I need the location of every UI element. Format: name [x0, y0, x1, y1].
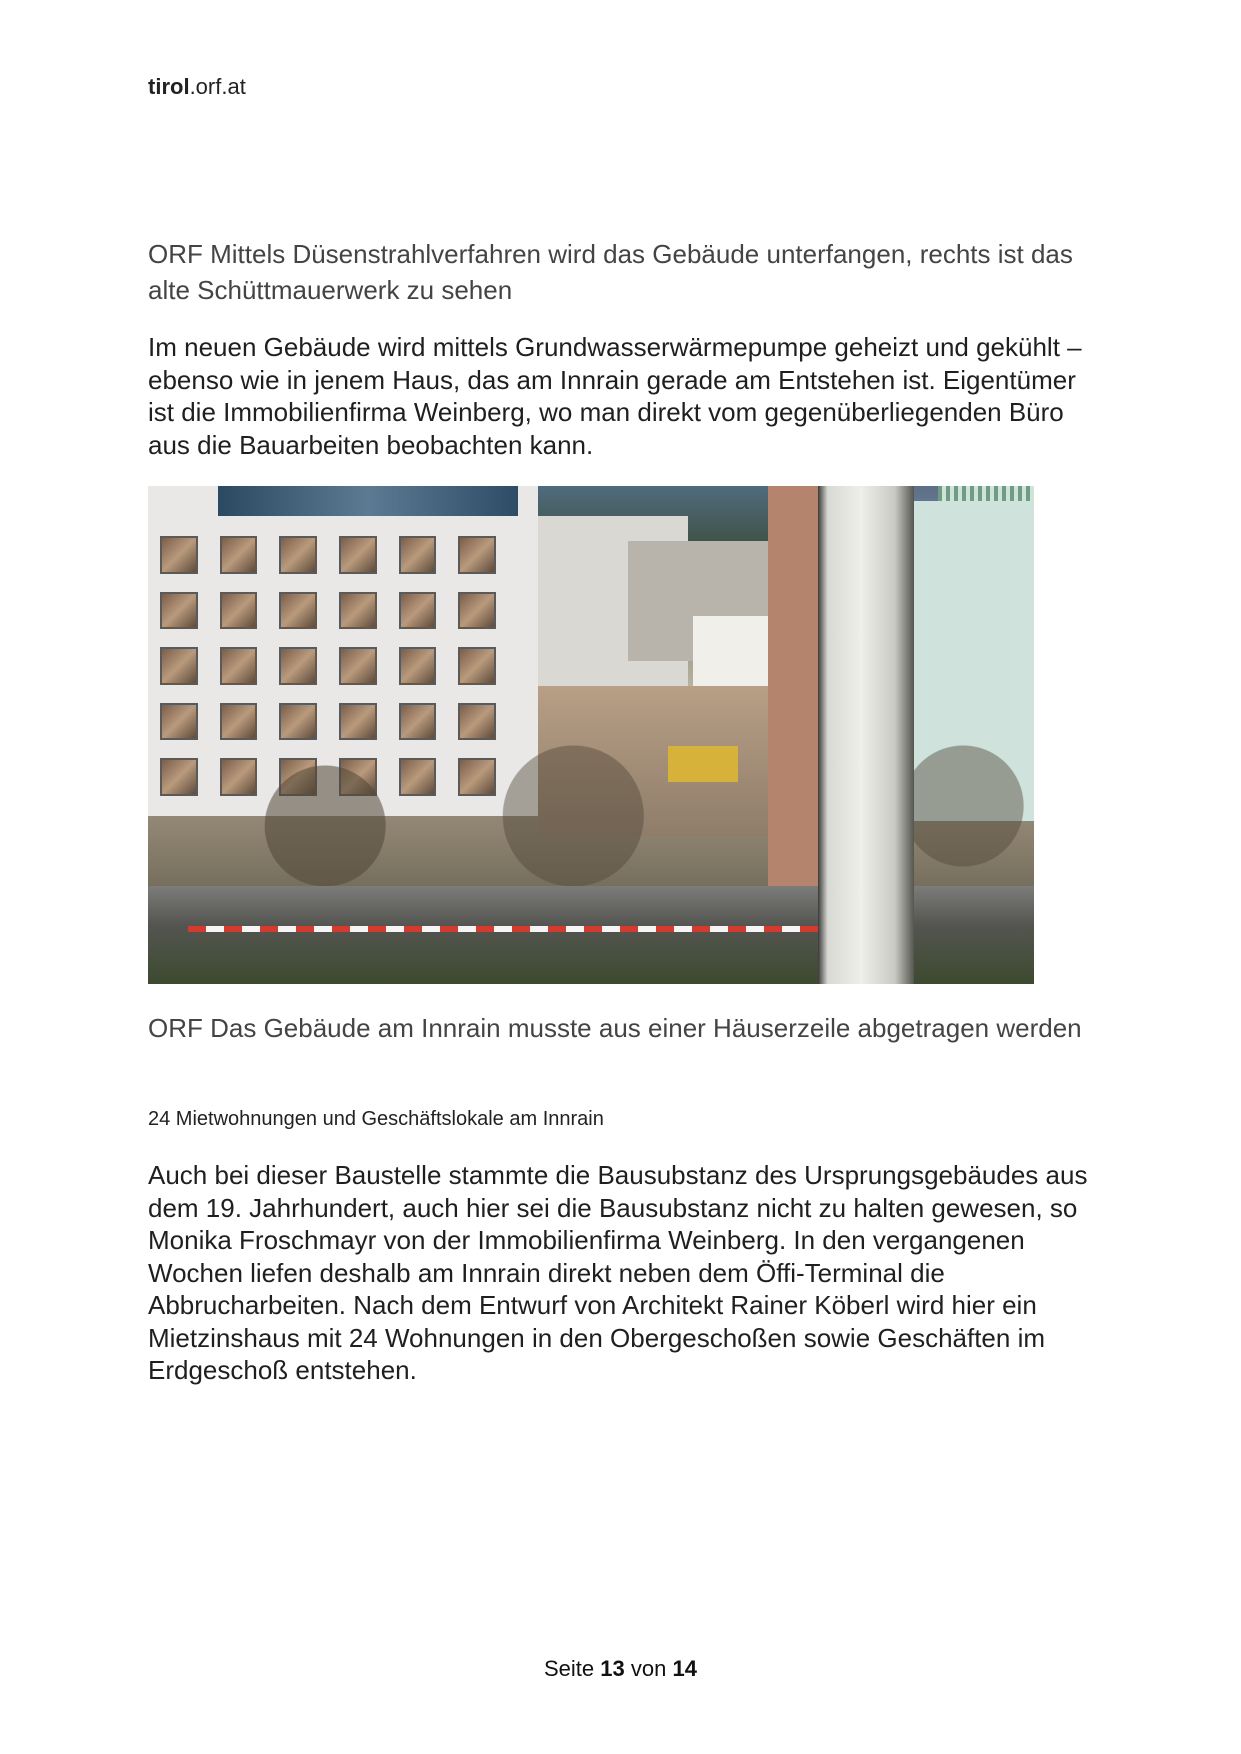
article-paragraph-2: Auch bei dieser Baustelle stammte die Bausubstanz des Ursprungsgebäudes aus dem 19. Jahrhundert, auch hier sei die Bausubstanz nicht zu halten gewesen, so Monika Froschmayr von der Immobilienfirma Weinberg. In den vergangenen Wochen liefen deshalb am Innrain direkt neben dem Öffi-Terminal die Abbrucharbeiten. Nach dem Entwurf von Architekt Rainer Köberl wird hier ein Mietzinshaus mit 24 Wohnungen in den Obergeschoßen sowie Geschäften im Erdgeschoß entstehen. — [148, 1160, 1088, 1385]
footer-prefix: Seite — [544, 1656, 595, 1681]
photo-caption-2: ORF Das Gebäude am Innrain musste aus einer Häuserzeile abgetragen werden — [148, 1013, 1082, 1043]
page-footer — [0, 1656, 1241, 1682]
article-paragraph-1: Im neuen Gebäude wird mittels Grundwasserwärmepumpe geheizt und gekühlt – ebenso wie in jenem Haus, das am Innrain gerade am Entstehen ist. Eigentümer ist die Immobilienfirma Weinberg, wo man direkt vom gegenüberliegenden Büro aus die Bauarbeiten beobachten kann. — [148, 332, 1082, 460]
footer-separator: von — [630, 1656, 667, 1681]
photo-barrier — [188, 926, 828, 932]
photo-window-frame — [818, 486, 914, 984]
footer-page-number: 13 — [600, 1656, 625, 1681]
photo-caption-1: ORF Mittels Düsenstrahlverfahren wird das Gebäude unterfangen, rechts ist das alte Schüttmauerwerk zu sehen — [148, 239, 1073, 305]
site-header — [148, 74, 246, 100]
site-domain-suffix: .orf.at — [189, 74, 246, 99]
article-subheading: 24 Mietwohnungen und Geschäftslokale am Innrain — [148, 1108, 604, 1130]
article-photo-construction-site — [148, 486, 1034, 984]
site-brand: tirol — [148, 74, 190, 99]
footer-page-total: 14 — [672, 1656, 697, 1681]
